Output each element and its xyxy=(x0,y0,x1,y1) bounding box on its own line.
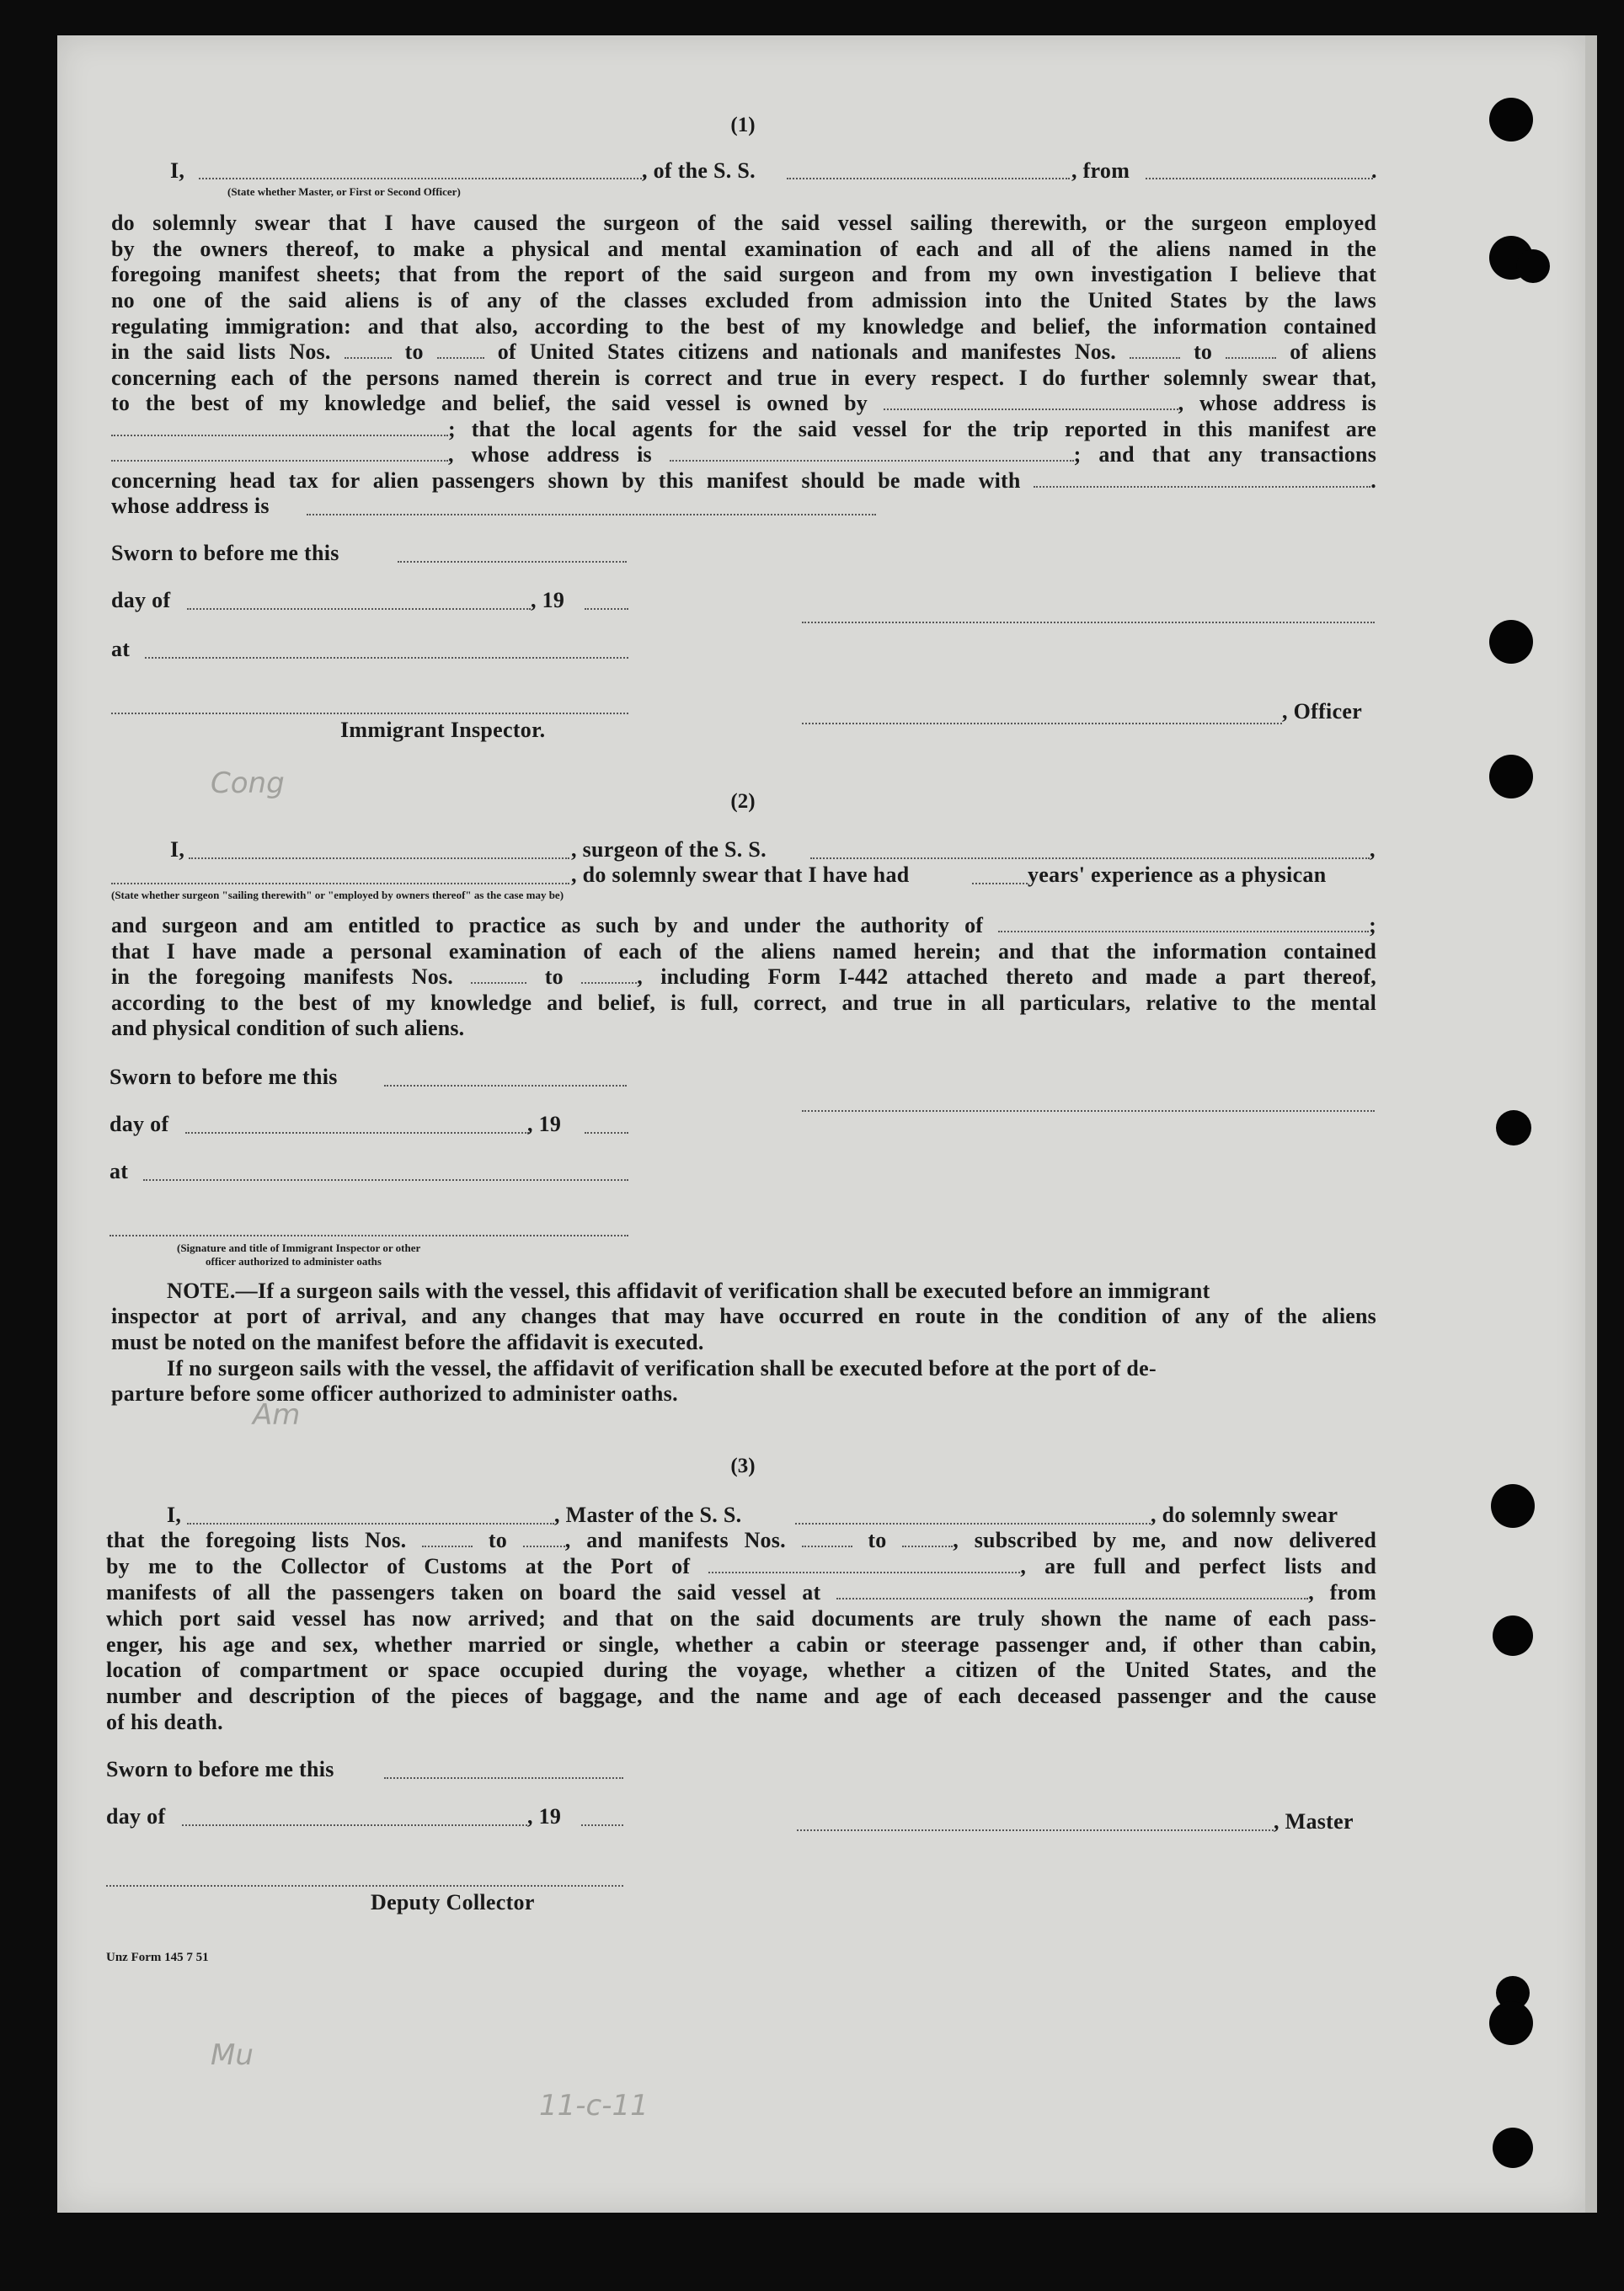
text: , from xyxy=(1308,1580,1376,1605)
inspector-title: Immigrant Inspector. xyxy=(340,718,546,742)
s3-paragraph-line: location of compartment or space occupied during the voyage, whether a citizen of the United States, and the xyxy=(106,1658,1376,1682)
practice-authority-field[interactable] xyxy=(998,931,1369,932)
s1-paragraph-line: do solemnly swear that I have caused the surgeon of the said vessel sailing therewith, or the surgeon employed xyxy=(111,211,1376,235)
s3-year-field[interactable] xyxy=(581,1824,623,1826)
s2-vessel-field[interactable] xyxy=(810,857,1370,859)
surgeon-type-caption: (State whether surgeon "sailing therewith" or "employed by owners thereof" as the case may be) xyxy=(111,889,564,901)
s1-paragraph-line: by the owners thereof, to make a physical and mental examination of each and all of the aliens named in the xyxy=(111,237,1376,261)
s3-paragraph-line: which port said vessel has now arrived; and that on the said documents are truly shown the name of each pass- xyxy=(106,1606,1376,1631)
note-line: parture before some officer authorized to administer oaths. xyxy=(111,1381,678,1406)
deputy-collector-title: Deputy Collector xyxy=(371,1890,535,1915)
s1-day-of-label: day of xyxy=(111,588,171,612)
embarkation-port-field[interactable] xyxy=(836,1598,1308,1599)
s2-i-label: I, xyxy=(170,837,185,862)
s3-list-from-field[interactable] xyxy=(422,1546,473,1547)
citizen-list-to-field[interactable] xyxy=(437,357,484,359)
text: to xyxy=(544,964,564,989)
s2-signature-caption: officer authorized to administer oaths xyxy=(206,1255,382,1268)
section-2-heading: (2) xyxy=(730,790,756,813)
text: to xyxy=(488,1528,507,1552)
master-title: , Master xyxy=(1274,1809,1354,1834)
s1-sworn-date-field[interactable] xyxy=(398,561,627,563)
text: to xyxy=(404,339,424,364)
s3-year-label: , 19 xyxy=(527,1804,562,1829)
text: . xyxy=(1370,468,1376,493)
text: by me to the Collector of Customs at the Port of xyxy=(106,1554,691,1578)
surgeon-type-field[interactable] xyxy=(111,883,569,884)
s3-i-label: I, xyxy=(167,1503,182,1527)
s2-surgeon-of-label: , surgeon of the S. S. xyxy=(571,837,767,862)
alien-manifest-to-field[interactable] xyxy=(1226,357,1276,359)
s3-list-to-field[interactable] xyxy=(523,1546,565,1547)
text: in the said lists Nos. xyxy=(111,339,331,364)
s3-paragraph-line: number and description of the pieces of baggage, and the name and age of each deceased passenger and the cause xyxy=(106,1684,1376,1708)
section-1-heading: (1) xyxy=(730,114,756,136)
s1-paragraph-line: no one of the said aliens is of any of the classes excluded from admission into the United States by the laws xyxy=(111,288,1376,312)
s1-paragraph-line: concerning each of the persons named therein is correct and true in every respect. I do further solemnly swear that, xyxy=(111,366,1376,390)
s1-month-field[interactable] xyxy=(187,608,531,610)
s2-paragraph-line: according to the best of my knowledge and belief, is full, correct, and true in all particulars, relative to the mental xyxy=(111,991,1376,1015)
s3-paragraph-line xyxy=(106,1554,1376,1579)
handwriting-mark: Am xyxy=(253,1398,301,1432)
text: to xyxy=(868,1528,887,1552)
text: to xyxy=(1194,339,1213,364)
s1-paragraph-line xyxy=(111,468,1376,494)
s3-sworn-date-field[interactable] xyxy=(384,1777,623,1779)
s1-year-label: , 19 xyxy=(531,588,565,612)
master-signature-line[interactable] xyxy=(797,1829,1274,1831)
s2-day-of-label: day of xyxy=(110,1112,169,1136)
s2-swear-label: , do solemnly swear that I have had xyxy=(571,862,910,887)
s1-end-period: . xyxy=(1371,158,1377,183)
s3-vessel-field[interactable] xyxy=(795,1523,1151,1525)
vessel-name-field[interactable] xyxy=(787,178,1070,179)
s1-paragraph-line: foregoing manifest sheets; that from the report of the said surgeon and from my own investigation I believe that xyxy=(111,262,1376,286)
s3-day-of-label: day of xyxy=(106,1804,166,1829)
local-agents-field[interactable] xyxy=(111,460,448,462)
handwriting-mark: Cong xyxy=(211,766,285,800)
s2-paragraph-line xyxy=(111,964,1376,990)
master-name-field[interactable] xyxy=(187,1523,554,1525)
text: , and manifests Nos. xyxy=(564,1528,786,1552)
binder-hole xyxy=(1489,755,1533,798)
handwriting-mark: Mu xyxy=(211,2038,254,2072)
officer-title: , Officer xyxy=(1282,699,1363,724)
binder-hole xyxy=(1489,620,1533,664)
binder-hole xyxy=(1489,2001,1533,2045)
text: of aliens xyxy=(1290,339,1377,364)
text: concerning head tax for alien passengers shown by this manifest should be made with xyxy=(111,468,1021,493)
s3-paragraph-line: of his death. xyxy=(106,1710,223,1734)
text: , including Form I-442 attached thereto and made a part thereof, xyxy=(637,964,1376,989)
officer-rank-field[interactable] xyxy=(199,178,645,179)
s2-paragraph-line: that I have made a personal examination of each of the aliens named herein; and that the information contained xyxy=(111,939,1376,964)
s3-paragraph-line xyxy=(106,1580,1376,1605)
binder-hole xyxy=(1493,2128,1533,2168)
s1-paragraph-line xyxy=(111,417,1376,442)
alien-manifest-from-field[interactable] xyxy=(1130,357,1180,359)
text: in the foregoing manifests Nos. xyxy=(111,964,453,989)
s2-manifest-from-field[interactable] xyxy=(471,982,526,984)
note-line: inspector at port of arrival, and any changes that may have occurred en route in the condition of any of the aliens xyxy=(111,1304,1376,1328)
s2-year-label: , 19 xyxy=(527,1112,562,1136)
text: ; that the local agents for the said vessel for the trip reported in this manifest are xyxy=(448,417,1376,441)
s1-paragraph-line xyxy=(111,339,1376,365)
officer-name-line[interactable] xyxy=(802,723,1282,724)
s2-experience-label: years' experience as a physican xyxy=(1028,862,1327,887)
binder-hole xyxy=(1516,249,1550,283)
text: ; and that any transactions xyxy=(1073,442,1377,467)
s3-master-of-label: , Master of the S. S. xyxy=(554,1503,742,1527)
s1-from-label: , from xyxy=(1071,158,1130,183)
text: to the best of my knowledge and belief, the said vessel is owned by xyxy=(111,391,868,415)
s3-paragraph-line xyxy=(106,1528,1376,1553)
owner-address-field[interactable] xyxy=(111,435,448,436)
surgeon-name-field[interactable] xyxy=(189,857,569,859)
text: that the foregoing lists Nos. xyxy=(106,1528,407,1552)
s2-sworn-date-field[interactable] xyxy=(384,1085,627,1087)
s2-comma: , xyxy=(1370,837,1376,862)
text: , subscribed by me, and now delivered xyxy=(953,1528,1376,1552)
s1-of-ss-label: , of the S. S. xyxy=(642,158,756,183)
binder-hole xyxy=(1489,98,1533,142)
form-number: Unz Form 145 7 51 xyxy=(106,1951,209,1964)
s1-i-label: I, xyxy=(170,158,185,183)
head-tax-party-field[interactable] xyxy=(1034,486,1370,488)
handwriting-mark: 11-c-11 xyxy=(539,2089,649,2123)
from-port-field[interactable] xyxy=(1146,178,1373,179)
inspector-signature-line[interactable] xyxy=(111,713,628,714)
s3-swear-label: , do solemnly swear xyxy=(1151,1503,1338,1527)
s2-month-field[interactable] xyxy=(185,1132,529,1134)
text: , are full and perfect lists and xyxy=(1020,1554,1377,1578)
s2-at-place-field[interactable] xyxy=(143,1179,628,1181)
s1-sworn-label: Sworn to before me this xyxy=(111,541,339,565)
s3-month-field[interactable] xyxy=(182,1824,527,1826)
s1-paragraph-line xyxy=(111,442,1376,467)
s2-signature-caption: (Signature and title of Immigrant Inspector or other xyxy=(177,1242,421,1254)
text: manifests of all the passengers taken on board the said vessel at xyxy=(106,1580,821,1605)
s2-inspector-signature-line[interactable] xyxy=(110,1235,628,1236)
s2-paragraph-line: and physical condition of such aliens. xyxy=(111,1016,465,1040)
text: and surgeon and am entitled to practice as such by and under the authority of xyxy=(111,913,984,937)
text: , whose address is xyxy=(448,442,652,467)
s2-year-field[interactable] xyxy=(585,1132,628,1134)
binder-hole xyxy=(1493,1615,1533,1656)
officer-rank-caption: (State whether Master, or First or Second Officer) xyxy=(227,185,461,198)
citizen-list-from-field[interactable] xyxy=(345,357,392,359)
note-line: If no surgeon sails with the vessel, the affidavit of verification shall be executed before at the port of de- xyxy=(167,1356,1157,1380)
s1-at-label: at xyxy=(111,637,131,661)
officer-signature-line[interactable] xyxy=(802,622,1375,623)
s2-manifest-to-field[interactable] xyxy=(581,982,637,984)
binder-hole xyxy=(1496,1110,1531,1146)
s3-manifest-to-field[interactable] xyxy=(902,1546,953,1547)
note-line: must be noted on the manifest before the affidavit is executed. xyxy=(111,1330,704,1354)
s3-paragraph-line: enger, his age and sex, whether married or single, whether a cabin or steerage passenger and, if other than cabin, xyxy=(106,1632,1376,1657)
s3-sworn-label: Sworn to before me this xyxy=(106,1757,334,1781)
section-3-heading: (3) xyxy=(730,1455,756,1477)
s2-sworn-label: Sworn to before me this xyxy=(110,1065,338,1089)
agents-address-field[interactable] xyxy=(670,460,1074,462)
s1-whose-address-label: whose address is xyxy=(111,494,270,518)
note-line: NOTE.—If a surgeon sails with the vessel, this affidavit of verification shall be executed before an immigrant xyxy=(167,1279,1210,1303)
binder-hole xyxy=(1491,1484,1535,1528)
s2-at-label: at xyxy=(110,1159,129,1183)
s1-year-field[interactable] xyxy=(585,608,628,610)
s1-paragraph-line xyxy=(111,391,1376,416)
text: , whose address is xyxy=(1178,391,1377,415)
port-of-field[interactable] xyxy=(708,1572,1020,1573)
surgeon-signature-line[interactable] xyxy=(802,1110,1375,1112)
page-edge xyxy=(1585,35,1597,2213)
years-experience-field[interactable] xyxy=(972,883,1028,884)
text: of United States citizens and nationals and manifestes Nos. xyxy=(497,339,1117,364)
s1-paragraph-line: regulating immigration: and that also, according to the best of my knowledge and belief, the information contained xyxy=(111,314,1376,339)
vessel-owner-field[interactable] xyxy=(884,409,1178,410)
s3-manifest-from-field[interactable] xyxy=(802,1546,852,1547)
text: ; xyxy=(1369,913,1377,937)
head-tax-address-field[interactable] xyxy=(307,514,876,515)
s2-paragraph-line xyxy=(111,913,1376,938)
s1-at-place-field[interactable] xyxy=(145,657,628,659)
collector-signature-line[interactable] xyxy=(106,1885,623,1887)
